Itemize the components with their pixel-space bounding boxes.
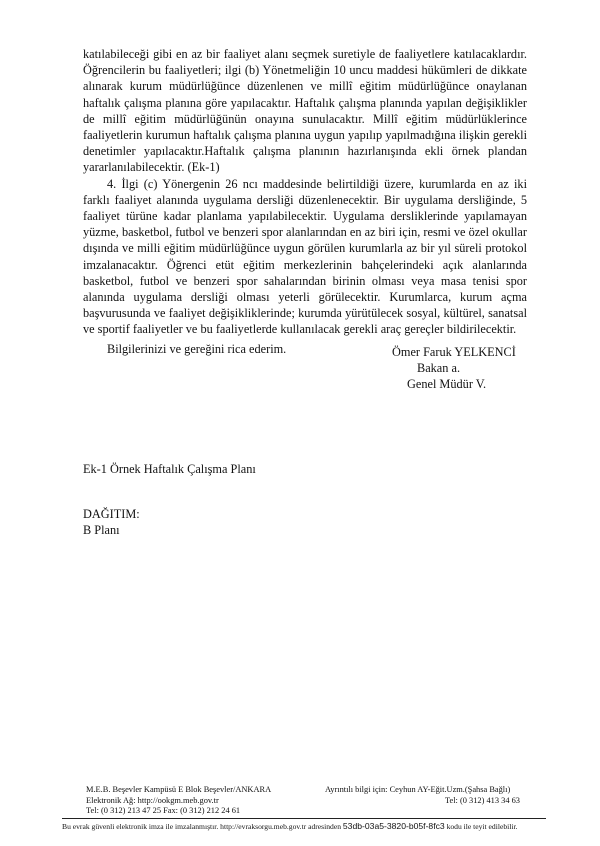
signatory-title: Genel Müdür V.	[407, 377, 487, 391]
verification-code: 53db-03a5-3820-b05f-8fc3	[342, 821, 445, 831]
footer-web: Elektronik Ağ: http://ookgm.meb.gov.tr	[86, 795, 219, 805]
paragraph-continuation: katılabileceği gibi en az bir faaliyet alanı seçmek suretiyle de faaliyetlere katılacaklardır. Öğrencilerin bu faaliyetleri; ilgi (b) Yönetmeliğin 10 uncu maddesi hükümleri de dikkate alınarak kurum müdürlüğünce düzenlenen ve millî eğitim müdürlüğünce onaylanan haftalık çalışma planına göre yapılacaktır. Haftalık çalışma planında yapılan değişiklikler de millî eğitim müdürlüğünün onayına sunulacaktır. Millî eğitim müdürlüklerince faaliyetlerin kurumun haftalık çalışma planına uygun yapılıp yapılmadığına ilişkin gerekli denetimler yapılacaktır.Haftalık çalışma planının hazırlanışında ekli örnek plandan yararlanılabilecektir. (Ek-1)	[83, 47, 527, 175]
closing-sentence: Bilgilerinizi ve gereğini rica ederim.	[107, 341, 287, 356]
attachment-line: Ek-1 Örnek Haftalık Çalışma Planı	[83, 462, 256, 476]
footer-address-block	[86, 785, 271, 817]
footer-address: M.E.B. Beşevler Kampüsü E Blok Beşevler/ANKARA	[86, 785, 272, 794]
document-body	[83, 46, 527, 357]
verification-prefix: Bu evrak güvenli elektronik imza ile imzalanmıştır. http://evraksorgu.meb.gov.tr adresinden	[62, 822, 343, 831]
footer-phone-fax: Tel: (0 312) 213 47 25 Fax: (0 312) 212 24 61	[86, 806, 241, 816]
footer-contact-tel: Tel: (0 312) 413 34 63	[444, 795, 520, 805]
distribution-heading: DAĞITIM:	[83, 507, 140, 521]
footer-divider	[62, 818, 546, 819]
signature-block	[392, 344, 516, 392]
footer-contact: Ayrıntılı bilgi için: Ceyhun AY-Eğit.Uzm.(Şahsa Bağlı)	[325, 785, 511, 794]
verification-note	[62, 821, 562, 832]
signatory-authority: Bakan a.	[417, 361, 461, 375]
paragraph-item-4: 4. İlgi (c) Yönergenin 26 ncı maddesinde belirtildiği üzere, kurumlarda en az iki farklı faaliyet alanında uygulama dersliği düzenlenecektir. Bir uygulama dersliğinde, 5 faaliyet türüne kadar planlama yapılabilecektir. Uygulama dersliklerinde yapılamayan yüzme, basketbol, futbol ve benzeri spor alanlarından en az biri için, resmi ve özel okullar dışında ve milli eğitim müdürlüğünce uygun görülen kurumlarla az bir yıl süreli protokol imzalanacaktır. Öğrenci etüt eğitim merkezlerinin bahçelerindeki açık alanlarında basketbol, futbol ve benzeri spor sahalarından birinin olması veya masa tenisi spor alanında uygulama dersliği olması yeterli görülecektir. Kurumlarca, kurum açma başvurusunda ve faaliyet değişikliklerinde; kurumda yürütülecek sosyal, kültürel, sanatsal ve sportif faaliyetler ve bu faaliyetlerde kullanılacak gerekli araç gereçler bildirilecektir.	[83, 176, 527, 337]
distribution-item: B Planı	[83, 523, 120, 537]
footer-contact-block	[325, 785, 520, 806]
verification-suffix: kodu ile teyit edilebilir.	[444, 822, 518, 831]
signatory-name: Ömer Faruk YELKENCİ	[392, 345, 516, 359]
distribution-block	[83, 506, 140, 538]
